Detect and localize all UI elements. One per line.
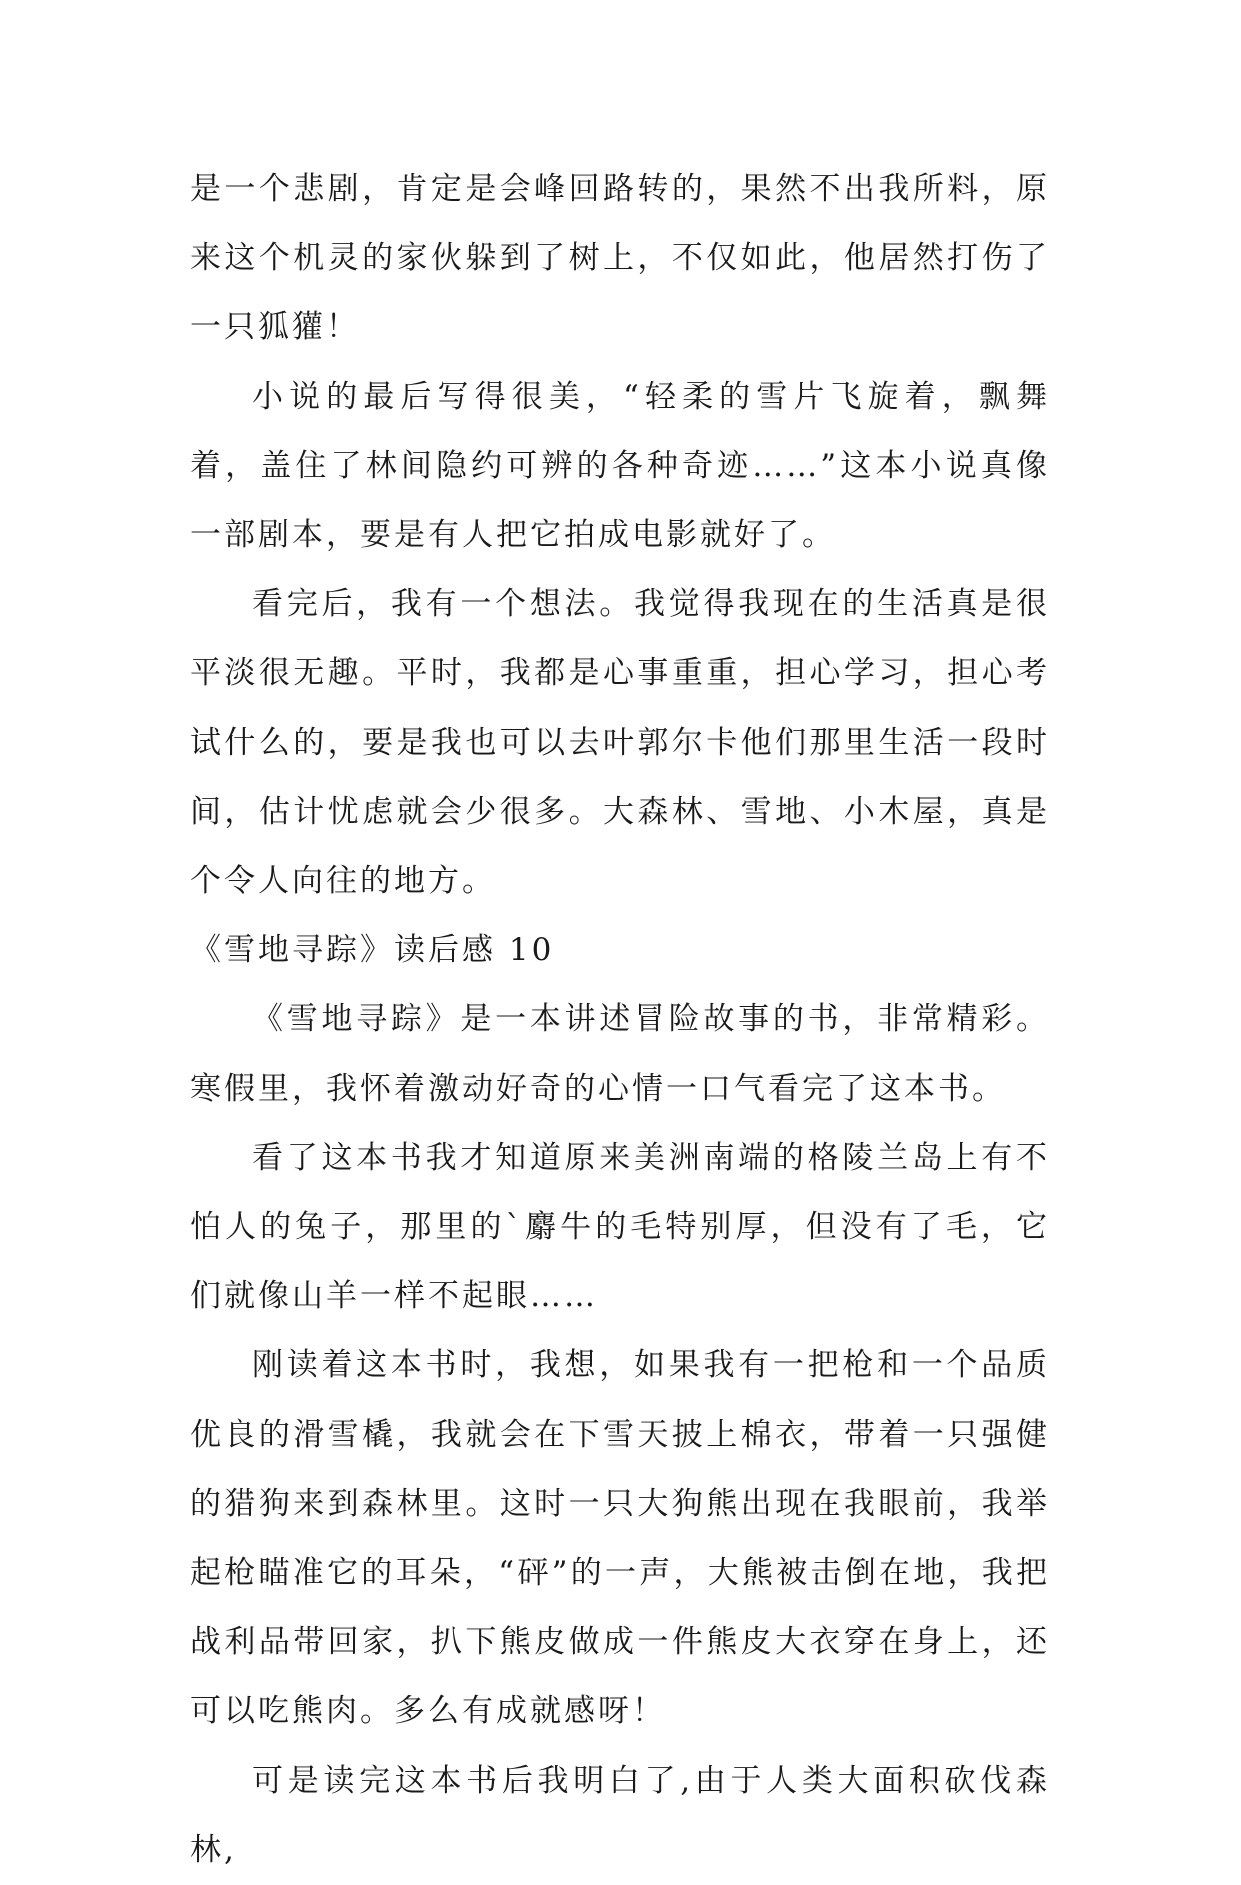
paragraph-3: 看完后，我有一个想法。我觉得我现在的生活真是很平淡很无趣。平时，我都是心事重重，担心学习，担心考试什么的，要是我也可以去叶郭尔卡他们那里生活一段时间，估计忧虑就会少很多。大森林、雪地、小木屋，真是个令人向往的地方。 <box>190 586 1050 900</box>
paragraph-4: 《雪地寻踪》是一本讲述冒险故事的书，非常精彩。寒假里，我怀着激动好奇的心情一口气看完了这本书。 <box>190 1001 1050 1107</box>
paragraph-5: 看了这本书我才知道原来美洲南端的格陵兰岛上有不怕人的兔子，那里的`麝牛的毛特别厚，但没有了毛，它们就像山羊一样不起眼…… <box>190 1139 1050 1315</box>
section-heading: 《雪地寻踪》读后感 10 <box>190 932 555 969</box>
paragraph-2: 小说的最后写得很美，“轻柔的雪片飞旋着，飘舞着，盖住了林间隐约可辨的各种奇迹……”这本小说真像一部剧本，要是有人把它拍成电影就好了。 <box>190 378 1050 554</box>
document-body <box>190 155 1050 1885</box>
paragraph-1: 是一个悲剧，肯定是会峰回路转的，果然不出我所料，原来这个机灵的家伙躲到了树上，不仅如此，他居然打伤了一只狐獾！ <box>190 171 1050 346</box>
paragraph-7: 可是读完这本书后我明白了,由于人类大面积砍伐森林, <box>190 1762 1050 1868</box>
paragraph-6: 刚读着这本书时，我想，如果我有一把枪和一个品质优良的滑雪橇，我就会在下雪天披上棉衣，带着一只强健的猎狗来到森林里。这时一只大狗熊出现在我眼前，我举起枪瞄准它的耳朵，“砰”的一声，大熊被击倒在地，我把战利品带回家，扒下熊皮做成一件熊皮大衣穿在身上，还可以吃熊肉。多么有成就感呀！ <box>190 1347 1050 1730</box>
